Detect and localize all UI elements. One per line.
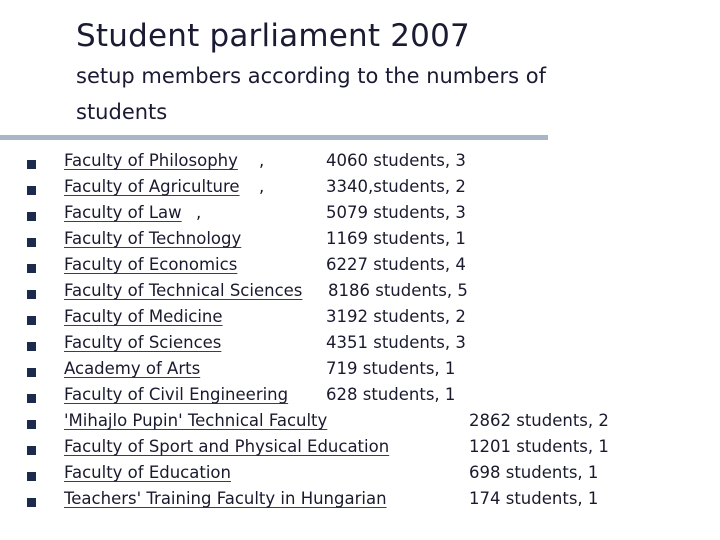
square-bullet-icon [27,420,36,429]
faculty-link[interactable]: Faculty of Agriculture [64,177,240,196]
list-item [0,359,720,385]
student-count: 5079 students, 3 [326,203,466,222]
faculty-link[interactable]: Faculty of Medicine [64,307,223,326]
list-item [0,333,720,359]
square-bullet-icon [27,290,36,299]
square-bullet-icon [27,316,36,325]
list-item [0,203,720,229]
list-item [0,463,720,489]
faculty-link[interactable]: Faculty of Philosophy [64,151,238,170]
item-suffix: , [196,203,202,222]
faculty-link[interactable]: Faculty of Civil Engineering [64,385,289,404]
faculty-link[interactable]: Faculty of Sciences [64,333,222,352]
item-suffix: , [259,151,265,170]
square-bullet-icon [27,264,36,273]
list-item [0,385,720,411]
student-count: 174 students, 1 [469,489,599,508]
list-item [0,489,720,515]
faculty-link[interactable]: Faculty of Technology [64,229,242,248]
student-count: 1169 students, 1 [326,229,466,248]
square-bullet-icon [27,342,36,351]
list-item [0,411,720,437]
faculty-link[interactable]: Faculty of Technical Sciences [64,281,303,300]
faculty-link[interactable]: Academy of Arts [64,359,201,378]
item-suffix: , [259,177,265,196]
list-item [0,437,720,463]
student-count: 4060 students, 3 [326,151,466,170]
square-bullet-icon [27,446,36,455]
square-bullet-icon [27,160,36,169]
list-item [0,229,720,255]
square-bullet-icon [27,238,36,247]
student-count: 628 students, 1 [326,385,456,404]
square-bullet-icon [27,368,36,377]
list-item [0,151,720,177]
student-count: 719 students, 1 [326,359,456,378]
faculty-link[interactable]: Faculty of Law [64,203,182,222]
student-count: 698 students, 1 [469,463,599,482]
faculty-link[interactable]: Faculty of Education [64,463,231,482]
student-count: 6227 students, 4 [326,255,466,274]
slide-title: Student parliament 2007 [76,18,470,54]
list-item [0,177,720,203]
student-count: 2862 students, 2 [469,411,609,430]
square-bullet-icon [27,394,36,403]
student-count: 8186 students, 5 [328,281,468,300]
square-bullet-icon [27,498,36,507]
student-count: 3192 students, 2 [326,307,466,326]
student-count: 4351 students, 3 [326,333,466,352]
student-count: 3340,students, 2 [326,177,466,196]
student-count: 1201 students, 1 [469,437,609,456]
list-item [0,255,720,281]
list-item [0,281,720,307]
slide-subtitle: setup members according to the numbers of students [76,64,547,124]
faculty-link[interactable]: Faculty of Economics [64,255,238,274]
square-bullet-icon [27,212,36,221]
square-bullet-icon [27,472,36,481]
title-divider [0,135,548,140]
faculty-link[interactable]: 'Mihajlo Pupin' Technical Faculty [64,411,328,430]
faculty-link[interactable]: Teachers' Training Faculty in Hungarian [64,489,387,508]
list-item [0,307,720,333]
square-bullet-icon [27,186,36,195]
faculty-link[interactable]: Faculty of Sport and Physical Education [64,437,390,456]
